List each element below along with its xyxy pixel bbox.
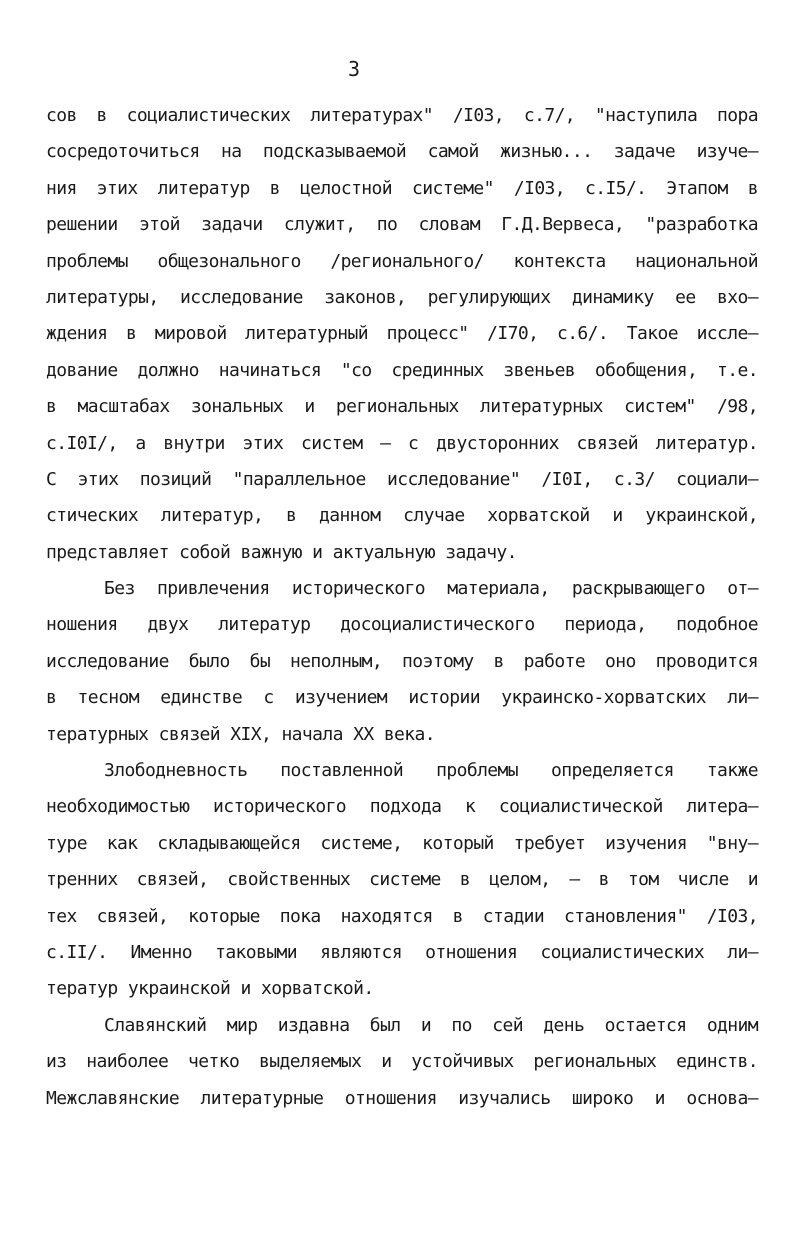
text-line: из наиболее четко выделяемых и устойчивых региональных единств. bbox=[46, 1051, 758, 1073]
text-line: проблемы общезонального /регионального/ контекста национальной bbox=[46, 250, 758, 272]
text-line: необходимостью исторического подхода к социалистической литера– bbox=[46, 796, 758, 818]
text-line: тех связей, которые пока находятся в стадии становления" /I03, bbox=[46, 905, 758, 927]
text-line: решении этой задачи служит, по словам Г.Д.Вервеса, "разработка bbox=[46, 214, 758, 236]
text-line: с.I0I/, а внутри этих систем – с двусторонних связей литератур. bbox=[46, 432, 758, 454]
text-line: тренних связей, свойственных системе в целом, – в том числе и bbox=[46, 869, 758, 891]
text-line: туре как складывающейся системе, который требует изучения "вну– bbox=[46, 832, 758, 854]
text-line: с.II/. Именно таковыми являются отношения социалистических ли– bbox=[46, 941, 758, 963]
text-line: Без привлечения исторического материала, раскрывающего от– bbox=[104, 578, 758, 600]
text-line: Славянский мир издавна был и по сей день остается одним bbox=[104, 1014, 758, 1036]
text-line: представляет собой важную и актуальную задачу. bbox=[46, 541, 517, 563]
text-line: тературных связей XIX, начала XX века. bbox=[46, 723, 436, 745]
text-line: сов в социалистических литературах" /I03, с.7/, "наступила пора bbox=[46, 105, 758, 126]
text-line: исследование было бы неполным, поэтому в работе оно проводится bbox=[46, 650, 758, 672]
text-line: в масштабах зональных и региональных литературных систем" /98, bbox=[46, 396, 758, 418]
text-line: ждения в мировой литературный процесс" /I70, с.6/. Такое иссле– bbox=[46, 323, 758, 345]
page-number: 3 bbox=[347, 57, 361, 81]
text-line: в тесном единстве с изучением истории украинско-хорватских ли– bbox=[46, 687, 758, 709]
text-line: тератур украинской и хорватской. bbox=[46, 978, 374, 1000]
text-line: литературы, исследование законов, регулирующих динамику ее вхо– bbox=[46, 286, 758, 308]
text-line: ношения двух литератур досоциалистического периода, подобное bbox=[46, 614, 758, 636]
text-line: ния этих литератур в целостной системе" /I03, с.I5/. Этапом в bbox=[46, 177, 758, 199]
body-text bbox=[46, 98, 758, 1117]
text-line: сосредоточиться на подсказываемой самой жизнью... задаче изуче– bbox=[46, 141, 758, 163]
text-line: С этих позиций "параллельное исследование" /I0I, с.3/ социали– bbox=[46, 468, 758, 490]
text-line: дование должно начинаться "со срединных звеньев обобщения, т.е. bbox=[46, 359, 758, 381]
text-line: Злободневность поставленной проблемы определяется также bbox=[104, 760, 758, 782]
text-line: Межславянские литературные отношения изучались широко и основа– bbox=[46, 1087, 758, 1109]
text-line: стических литератур, в данном случае хорватской и украинской, bbox=[46, 505, 758, 527]
